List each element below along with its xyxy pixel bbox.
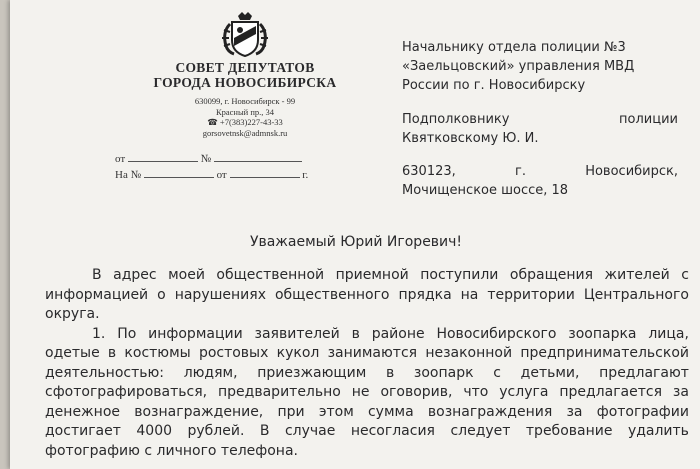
org-name-line2: ГОРОДА НОВОСИБИРСКА (153, 75, 337, 90)
letter-page (10, 0, 700, 469)
body-line: фотографию с личного телефона. (45, 442, 298, 459)
letter-body (45, 266, 689, 461)
body-line: денежное вознаграждение, при этом сумма вознаграждения за фотографии (45, 403, 689, 420)
addressee-block (402, 38, 678, 95)
salutation: Уважаемый Юрий Игоревич! (249, 234, 463, 250)
ref-number-line (144, 166, 214, 178)
body-line: одетые в костюмы ростовых кукол занимаются незаконной предпринимательской (45, 345, 689, 361)
org-email: gorsovetnsk@admnsk.ru (202, 127, 288, 138)
incoming-number-row (115, 166, 308, 181)
ot-label-2: от (216, 169, 227, 181)
org-address: 630099, г. Новосибирск - 99 (194, 96, 296, 106)
org-name-line1: СОВЕТ ДЕПУТАТОВ (175, 60, 315, 75)
address-street: Мочищенское шоссе, 18 (402, 183, 569, 198)
address-city-line: 630123, г. Новосибирск, (402, 164, 678, 179)
body-line: округа. (45, 306, 100, 322)
addressee-line1: Начальнику отдела полиции №3 (402, 40, 626, 55)
body-line: информацией о нарушениях общественного прядка на территории Центрального (45, 286, 689, 303)
addressee-line3: России по г. Новосибирску (402, 78, 586, 93)
year-suffix: г. (302, 169, 309, 181)
recipient-rank: Подполковнику полиции (402, 112, 678, 127)
body-line: деятельностью: людям, приезжающим в зоопарк с детьми, предлагают (45, 364, 689, 381)
ref-date-line (230, 166, 300, 178)
recipient-address (402, 162, 678, 200)
org-phone: ☎ +7(383)227-43-33 (207, 117, 283, 127)
letterhead (120, 12, 370, 138)
recipient-name: Квятковскому Ю. И. (402, 131, 539, 146)
body-line: достигает 4000 рублей. В случае несогласия следует требование удалить (45, 423, 689, 439)
outgoing-number-row (115, 150, 302, 165)
number-line (214, 150, 302, 162)
na-label: На № (115, 169, 142, 181)
body-line: В адрес моей общественной приемной поступили обращения жителей с (92, 267, 689, 283)
date-line (128, 150, 198, 162)
recipient-block (402, 110, 678, 148)
addressee-line2: «Заельцовский» управления МВД (402, 59, 635, 74)
coat-of-arms-icon (218, 12, 272, 58)
ot-label: от (115, 153, 126, 165)
org-street: Красный пр., 34 (215, 106, 275, 117)
num-label: № (200, 153, 212, 165)
body-line: сфотографироваться, предварительно не оговорив, что услуга предлагается за (45, 384, 689, 400)
body-line: 1. По информации заявителей в районе Новосибирского зоопарка лица, (92, 325, 689, 342)
